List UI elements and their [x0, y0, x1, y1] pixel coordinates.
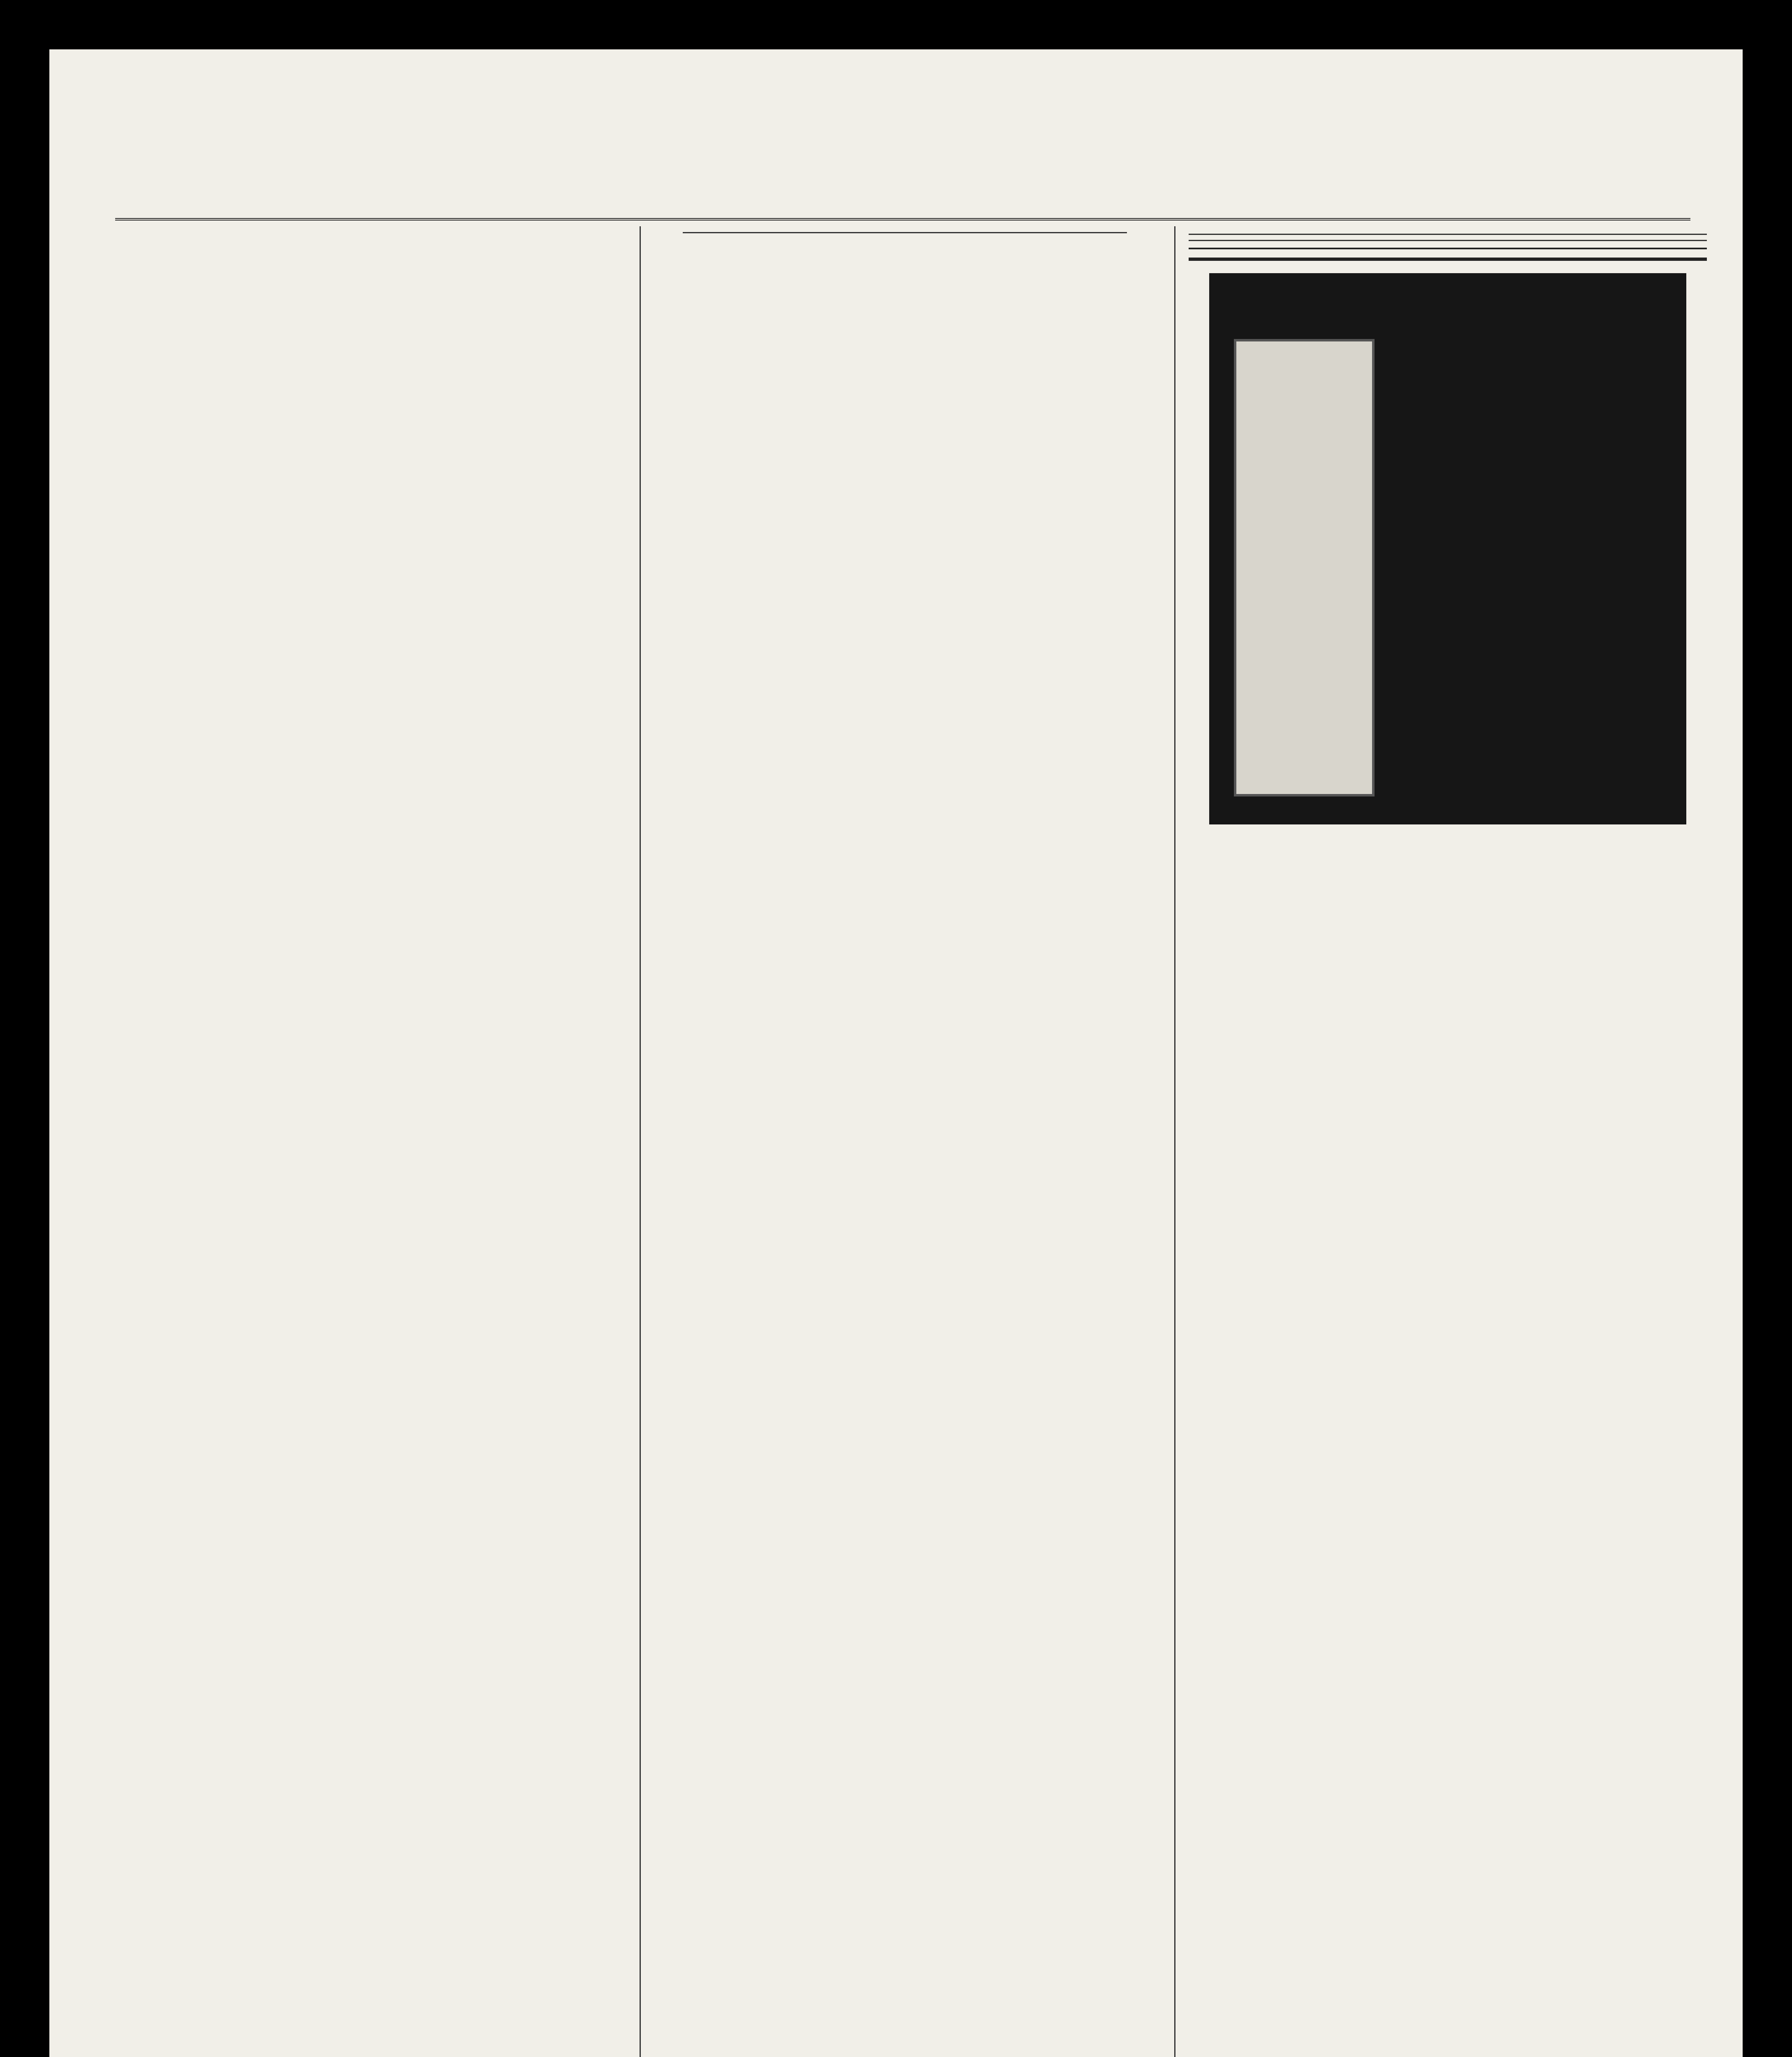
coffee-package-image — [1234, 339, 1375, 796]
column-world-news — [1189, 226, 1707, 2057]
column-local-news — [148, 226, 629, 2057]
divider — [683, 232, 1127, 233]
column-events-telegrams — [650, 226, 1160, 2057]
column-rule — [640, 226, 641, 2057]
weather-report — [1189, 234, 1707, 241]
ad-publisher — [1189, 258, 1707, 261]
newspaper-page — [49, 49, 1743, 2057]
book-advertisement — [1189, 248, 1707, 261]
page-header — [115, 173, 1690, 221]
column-rule — [1174, 226, 1175, 2057]
coffee-advertisement — [1209, 273, 1686, 824]
